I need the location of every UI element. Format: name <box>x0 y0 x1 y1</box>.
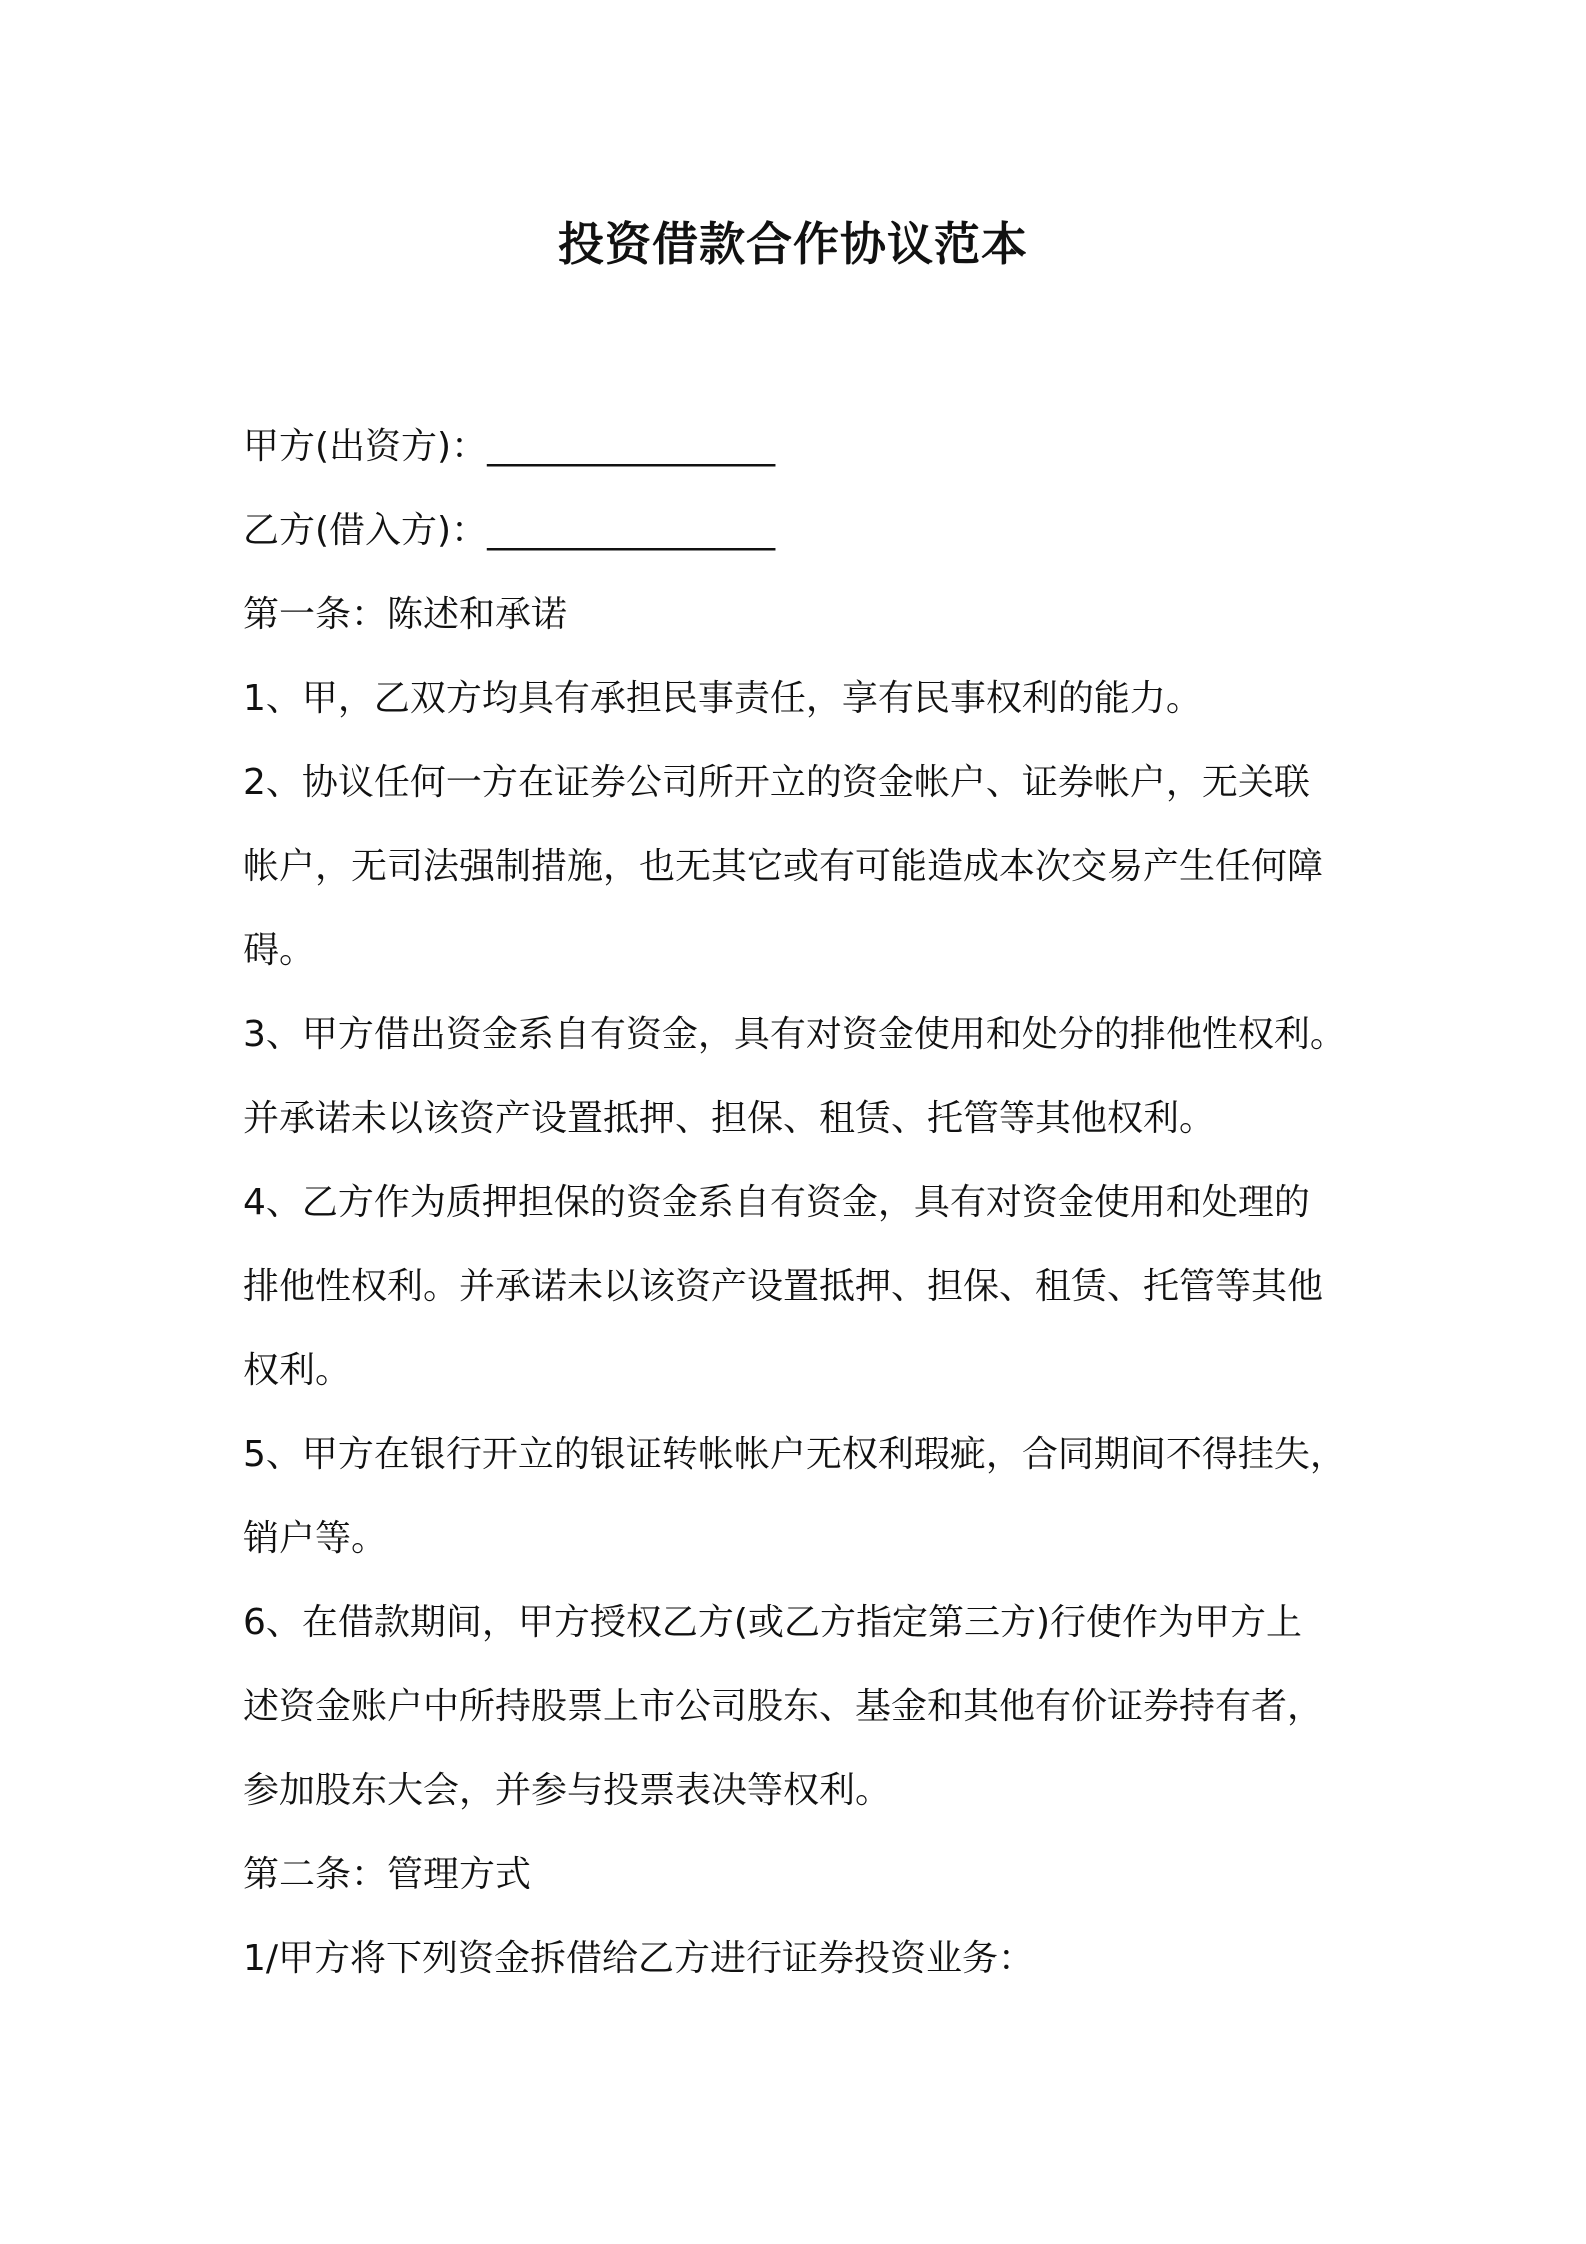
clause-line: 权利。 <box>243 1350 352 1391</box>
clause-line: 碍。 <box>243 930 316 971</box>
clause-line: 2、协议任何一方在证券公司所开立的资金帐户、证券帐户，无关联 <box>243 762 1310 803</box>
article-1-heading: 第一条：陈述和承诺 <box>243 594 568 635</box>
article-2-heading: 第二条：管理方式 <box>243 1854 532 1895</box>
clause-line: 述资金账户中所持股票上市公司股东、基金和其他有价证券持有者， <box>243 1686 1324 1727</box>
party-b-line: 乙方(借入方)：________________ <box>243 510 776 551</box>
clause-line: 参加股东大会，并参与投票表决等权利。 <box>243 1770 892 1811</box>
clause-line: 销户等。 <box>243 1518 388 1559</box>
party-a-line: 甲方(出资方)：________________ <box>243 426 776 467</box>
clause-line: 3、甲方借出资金系自有资金，具有对资金使用和处分的排他性权利。 <box>243 1014 1346 1055</box>
clause-line: 5、甲方在银行开立的银证转帐帐户无权利瑕疵，合同期间不得挂失， <box>243 1434 1346 1475</box>
clause-line: 1/甲方将下列资金拆借给乙方进行证券投资业务： <box>243 1938 1035 1979</box>
clause-line: 并承诺未以该资产设置抵押、担保、租赁、托管等其他权利。 <box>243 1098 1216 1139</box>
clause-line: 帐户，无司法强制措施，也无其它或有可能造成本次交易产生任何障 <box>243 846 1324 887</box>
clause-line: 排他性权利。并承诺未以该资产设置抵押、担保、租赁、托管等其他 <box>243 1266 1324 1307</box>
clause-line: 6、在借款期间，甲方授权乙方(或乙方指定第三方)行使作为甲方上 <box>243 1602 1302 1643</box>
document-body <box>243 405 1373 2001</box>
document-title: 投资借款合作协议范本 <box>558 217 1028 271</box>
clause-line: 4、乙方作为质押担保的资金系自有资金，具有对资金使用和处理的 <box>243 1182 1310 1223</box>
clause-line: 1、甲，乙双方均具有承担民事责任，享有民事权利的能力。 <box>243 678 1202 719</box>
